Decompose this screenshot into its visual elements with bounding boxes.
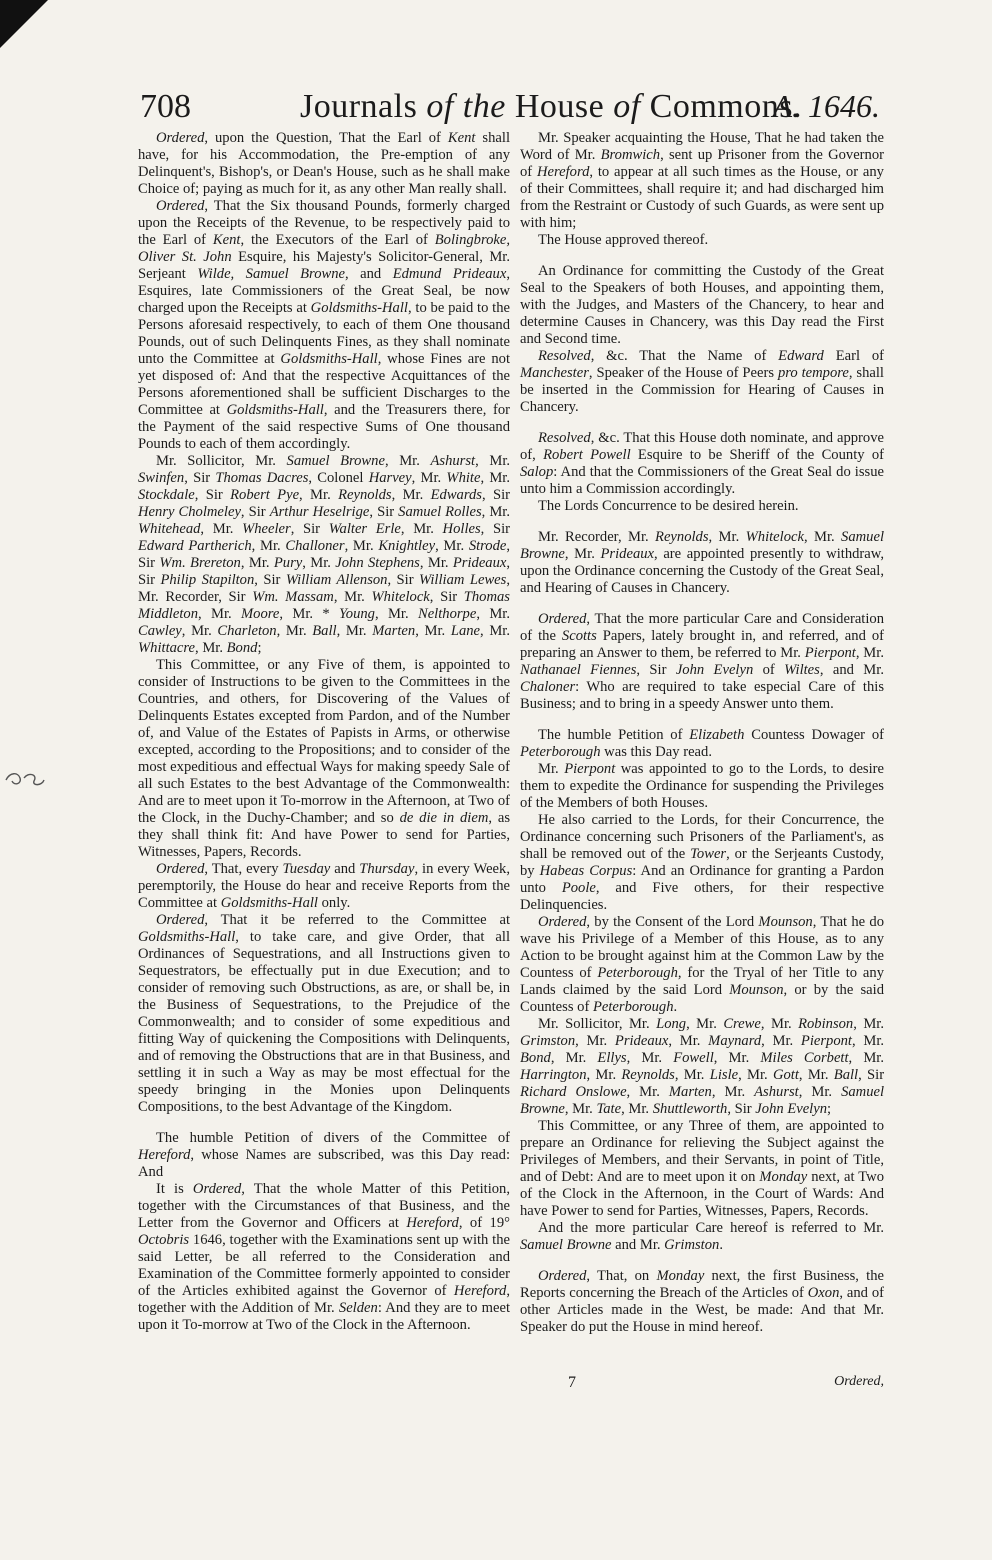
paragraph: Mr. Sollicitor, Mr. Samuel Browne, Mr. Ashurst, Mr. Swinfen, Sir Thomas Dacres, Colonel Harvey, Mr. White, Mr. Stockdale, Sir Robert Pye, Mr. Reynolds, Mr. Edwards, Sir Henry Cholmeley, Sir Arthur Heselrige, Sir Samuel Rolles, Mr. Whitehead, Mr. Wheeler, Sir Walter Erle, Mr. Holles, Sir Edward Partherich, Mr. Challoner, Mr. Knightley, Mr. Strode, Sir Wm. Brereton, Mr. Pury, Mr. John Stephens, Mr. Prideaux, Sir Philip Stapilton, Sir William Allenson, Sir William Lewes, Mr. Recorder, Sir Wm. Massam, Mr. Whitelock, Sir Thomas Middleton, Mr. Moore, Mr. * Young, Mr. Nelthorpe, Mr. Cawley, Mr. Charleton, Mr. Ball, Mr. Marten, Mr. Lane, Mr. Whittacre, Mr. Bond; bbox=[138, 453, 511, 656]
paragraph: Ordered, That the Six thousand Pounds, formerly charged upon the Receipts of the Revenue, to be respectively paid to the Earl of Kent, the Executors of the Earl of Bolingbroke, Oliver St. John Esquire, his Majesty's Solicitor-General, Mr. Serjeant Wilde, Samuel Browne, and Edmund Prideaux, Esquires, late Commissioners of the Great Seal, be now charged upon the Receipts at Goldsmiths-Hall, to be paid to the Persons aforesaid respectively, to each of them One thousand Pounds, out of such Delinquents Fines, as they shall nominate unto the Committee at Goldsmiths-Hall, whose Fines are not yet disposed of: And that the respective Acquittances of the Persons aforementioned shall be sufficient Discharges to the Committee at Goldsmiths-Hall, and the Treasurers there, for the Payment of the said respective Sums of One thousand Pounds to each of them accordingly. bbox=[138, 198, 511, 452]
right-column bbox=[520, 130, 884, 1336]
paragraph: Ordered, That it be referred to the Committee at Goldsmiths-Hall, to take care, and give Order, that all Ordinances of Sequestrations, and all Instructions given to Sequestrators, be effectually put in due Execution; and to consider of removing such Obstructions, as are, or shall be, in the Business of Sequestrations, to the Prejudice of the Commonwealth; and to consider of some expeditious and fitting Way of quickening the Compositions with Delinquents, and of removing the Obstructions that are in that Business, and settling it in such a Way as may be most effectual for the speedy bringing in the Monies upon Delinquents Compositions, to the best Advantage of the Kingdom. bbox=[138, 912, 510, 1115]
paragraph: Resolved, &c. That this House doth nominate, and approve of, Robert Powell Esquire to be Sheriff of the County of Salop: And that the Commissioners of the Great Seal do issue unto him a Commission accordingly. bbox=[520, 430, 884, 497]
paragraph: The humble Petition of Elizabeth Countess Dowager of Peterborough was this Day read. bbox=[520, 727, 884, 760]
paragraph: This Committee, or any Five of them, is appointed to consider of Instructions to be given to the Committees in the Countries, and others, for Discovering of the Values of Delinquents Estates excepted from Pardon, and of the Number of, and Value of the Estates of Papists in Arms, or otherwise excepted, according to the Propositions; and to consider of the most expeditious and effectual Ways for making speedy Sale of all such Estates to the best Advantage of the Commonwealth: And are to meet upon it To-morrow in the Afternoon, at Two of the Clock, in the Duchy-Chamber; and so de die in diem, as they shall think fit: And have Power to send for Parties, Witnesses, Papers, Records. bbox=[138, 657, 510, 860]
left-column bbox=[138, 130, 510, 1334]
paragraph: The House approved thereof. bbox=[538, 232, 709, 248]
paragraph: Ordered, That, on Monday next, the first Business, the Reports concerning the Breach of the Articles of Oxon, and of other Articles made in the West, be made: And that Mr. Speaker do put the House in mind hereof. bbox=[520, 1268, 884, 1335]
paragraph: This Committee, or any Three of them, are appointed to prepare an Ordinance for relieving the Subject against the Privileges of Members, and their Servants, in point of Title, and of Debt: And are to meet upon it on Monday next, at Two of the Clock in the Afternoon, in the Court of Wards: And have Power to send for Parties, Witnesses, Papers, Records. bbox=[520, 1118, 884, 1219]
paragraph: It is Ordered, That the whole Matter of this Petition, together with the Circumstances of that Business, and the Letter from the Governor and Officers at Hereford, of 19° Octobris 1646, together with the Examinations sent up with the said Letter, be all referred to the Consideration and Examination of the Committee formerly appointed to consider of the Articles exhibited against the Governor of Hereford, together with the Addition of Mr. Selden: And they are to meet upon it To-morrow at Two of the Clock in the Afternoon. bbox=[138, 1181, 511, 1333]
paragraph: Mr. Sollicitor, Mr. Long, Mr. Crewe, Mr. Robinson, Mr. Grimston, Mr. Prideaux, Mr. Maynard, Mr. Pierpont, Mr. Bond, Mr. Ellys, Mr. Fowell, Mr. Miles Corbett, Mr. Harrington, Mr. Reynolds, Mr. Lisle, Mr. Gott, Mr. Ball, Sir Richard Onslowe, Mr. Marten, Mr. Ashurst, Mr. Samuel Browne, Mr. Tate, Mr. Shuttleworth, Sir John Evelyn; bbox=[520, 1016, 885, 1117]
paragraph: Mr. Pierpont was appointed to go to the Lords, to desire them to expedite the Ordinance for suspending the Privileges of the Members of both Houses. bbox=[520, 761, 885, 811]
paragraph: Resolved, &c. That the Name of Edward Earl of Manchester, Speaker of the House of Peers pro tempore, shall be inserted in the Commission for Hearing of Causes in Chancery. bbox=[520, 348, 885, 415]
paragraph: And the more particular Care hereof is referred to Mr. Samuel Browne and Mr. Grimston. bbox=[520, 1220, 884, 1253]
paragraph: Ordered, upon the Question, That the Earl of Kent shall have, for his Accommodation, the Pre-emption of any Delinquent's, Bishop's, or Dean's House, such as he shall make Choice of; paying as much for it, as any other Man really shall. bbox=[138, 130, 510, 197]
running-title: Journals of the House of Commons. bbox=[300, 88, 802, 125]
page-footer bbox=[520, 1374, 884, 1396]
page-header bbox=[140, 88, 880, 136]
paragraph: An Ordinance for committing the Custody of the Great Seal to the Speakers of both Houses, and appointing them, with the Judges, and Masters of the Chancery, to hear and determine Causes in Chancery, was this Day read the First and Second time. bbox=[520, 263, 884, 347]
paragraph: The Lords Concurrence to be desired herein. bbox=[538, 498, 799, 514]
paragraph: Ordered, by the Consent of the Lord Mounson, That he do wave his Privilege of a Member of this House, as to any Action to be brought against him at the Common Law by the Countess of Peterborough, for the Tryal of her Title to any Lands claimed by the said Lord Mounson, or by the said Countess of Peterborough. bbox=[520, 914, 885, 1015]
paragraph: Ordered, That the more particular Care and Consideration of the Scotts Papers, lately brought in, and referred, and of preparing an Answer to them, be referred to Mr. Pierpont, Mr. Nathanael Fiennes, Sir John Evelyn of Wiltes, and Mr. Chaloner: Who are required to take especial Care of this Business; and to bring in a speedy Answer unto them. bbox=[520, 611, 884, 712]
paragraph: Ordered, That, every Tuesday and Thursday, in every Week, peremptorily, the House do hear and receive Reports from the Committee at Goldsmiths-Hall only. bbox=[138, 861, 510, 911]
paragraph: Mr. Speaker acquainting the House, That he had taken the Word of Mr. Bromwich, sent up Prisoner from the Governor of Hereford, to appear at all such times as the House, or any of their Committees, shall require it; and had discharged him from the Restraint or Custody of such Guards, as were sent up with him; bbox=[520, 130, 884, 231]
catchword: Ordered, bbox=[834, 1374, 884, 1389]
margin-scribble-icon bbox=[4, 768, 48, 790]
signature-mark: 7 bbox=[568, 1374, 576, 1391]
page-number: 708 bbox=[140, 88, 191, 125]
paragraph: Mr. Recorder, Mr. Reynolds, Mr. Whitelock, Mr. Samuel Browne, Mr. Prideaux, are appointed presently to withdraw, upon the Ordinance concerning the Custody of the Great Seal, and Hearing of Causes in Chancery. bbox=[520, 529, 885, 596]
paragraph: The humble Petition of divers of the Committee of Hereford, whose Names are subscribed, was this Day read: And bbox=[138, 1130, 510, 1180]
year-label: A. 1646. bbox=[772, 88, 880, 124]
page-corner-mark bbox=[0, 0, 48, 48]
paragraph: He also carried to the Lords, for their Concurrence, the Ordinance concerning such Prisoners of the Parliament's, as shall be removed out of the Tower, or the Serjeants Custody, by Habeas Corpus: And an Ordinance for granting a Pardon unto Poole, and Five others, for their respective Delinquencies. bbox=[520, 812, 885, 913]
